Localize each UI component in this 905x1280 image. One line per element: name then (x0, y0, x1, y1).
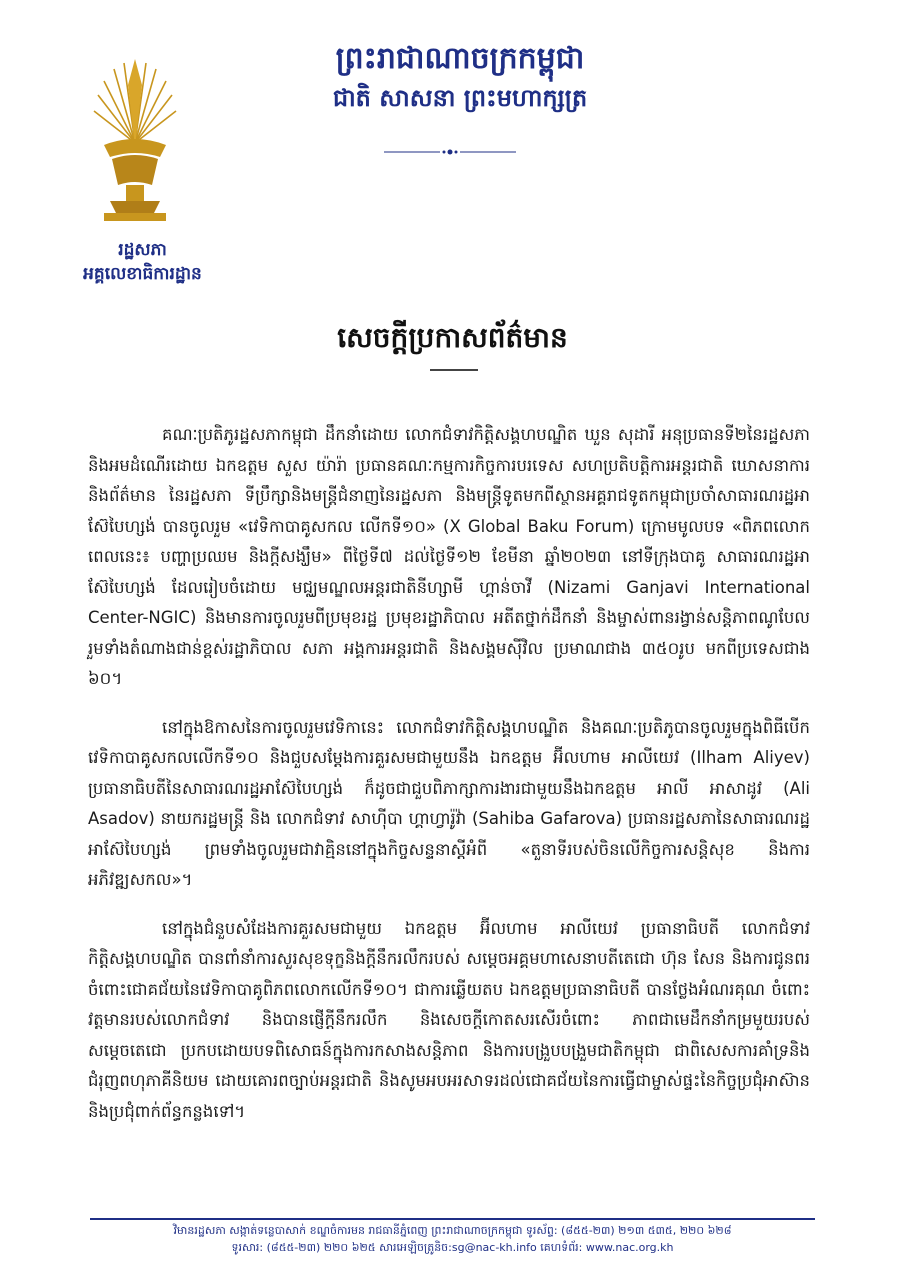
kingdom-heading (280, 38, 640, 116)
national-assembly-emblem-icon (90, 55, 180, 230)
document-title: សេចក្ដីប្រកាសព័ត៌មាន (337, 321, 568, 354)
national-motto: ជាតិ សាសនា ព្រះមហាក្សត្រ (332, 84, 588, 112)
ministry-block (55, 238, 230, 286)
title-underline (430, 369, 478, 371)
paragraph-3: នៅក្នុងជំនួបសំដែងការគួរសមជាមួយ ឯកឧត្ដម អ៊ីលហាម អាលីយេវ ប្រធានាធិបតី លោកជំទាវកិត្តិសង្គហបណ្ឌិត បានពាំនាំការសួរសុខទុក្ខនិងក្តីនឹករលឹករបស់ សម្ដេចអគ្គមហាសេនាបតីតេជោ ហ៊ុន សែន និងការជូនពរចំពោះជោគជ័យនៃវេទិកាបាគូពិភពលោកលើកទី១០។ ជាការឆ្លើយតប ឯកឧត្ដមប្រធានាធិបតី បានថ្លែងអំណរគុណ ចំពោះវត្តមានរបស់លោកជំទាវ និងបានផ្ញើក្តីនឹករលឹក និងសេចក្ដីកោតសរសើរចំពោះ ភាពជាមេដឹកនាំកម្រមួយរបស់ សម្ដេចតេជោ ប្រកបដោយបទពិសោធន៍ក្នុងការកសាងសន្តិភាព និងការបង្រួបបង្រួមជាតិកម្ពុជា ជាពិសេសការគាំទ្រនិងជំរុញពហុភាគីនិយម ដោយគោរពច្បាប់អន្តរជាតិ និងសូមអបអរសាទរដល់ជោគជ័យនៃការធ្វើជាម្ចាស់ផ្ទះនៃកិច្ចប្រជុំអាស៊ាន និងប្រជុំពាក់ព័ន្ធកន្លងទៅ។ (88, 918, 810, 1121)
paragraph-2: នៅក្នុងឱកាសនៃការចូលរួមវេទិកានេះ លោកជំទាវកិត្តិសង្គហបណ្ឌិត និងគណៈប្រតិភូបានចូលរួមក្នុងពិធីបើកវេទិកាបាគូសកលលើកទី១០ និងជួបសម្ដែងការគួរសមជាមួយនឹង ឯកឧត្ដម អ៊ីលហាម អាលីយេវ (Ilham Aliyev) ប្រធានាធិបតីនៃសាធារណរដ្ឋអាស៊ែបៃហ្សង់ ក៏ដូចជាជួបពិភាក្សាការងារជាមួយនឹងឯកឧត្ដម អាលី អាសាដូវ (Ali Asadov) នាយករដ្ឋមន្ត្រី និង លោកជំទាវ សាហ៊ីបា ហ្គាហ្វារ៉ូវ៉ា (Sahiba Gafarova) ប្រធានរដ្ឋសភានៃសាធារណរដ្ឋអាស៊ែបៃហ្សង់ ព្រមទាំងចូលរួមជាវាគ្មិននៅក្នុងកិច្ចសន្ទនាស្ដីអំពី «តួនាទីរបស់ចិនលើកិច្ចការសន្តិសុខ និងការអភិវឌ្ឍសកល»។ (88, 717, 810, 889)
document-body (88, 420, 810, 1145)
ornament-divider-icon (380, 146, 520, 158)
footer-address: វិមានរដ្ឋសភា សង្កាត់ទន្លេបាសាក់ ខណ្ឌចំការមន រាជធានីភ្នំពេញ ព្រះរាជាណាចក្រកម្ពុជា ទូរស័ព្ទ: (៨៥៥-២៣) ២១៣ ៥៣៥, ២២០ ៦២៨ (173, 1224, 732, 1237)
ministry-name: រដ្ឋសភា (118, 240, 167, 260)
footer-divider (90, 1218, 815, 1220)
footer-contact (90, 1222, 815, 1256)
general-secretariat: អគ្គលេខាធិការដ្ឋាន (83, 264, 202, 284)
footer-fax-email-web: ទូរសារ: (៨៥៥-២៣) ២២០ ៦២៥ សារអេឡិចត្រូនិច:sg@nac-kh.info គេហទំព័រ: www.nac.org.kh (231, 1241, 674, 1254)
paragraph-1: គណៈប្រតិភូរដ្ឋសភាកម្ពុជា ដឹកនាំដោយ លោកជំទាវកិត្តិសង្គហបណ្ឌិត ឃួន សុដារី អនុប្រធានទី២នៃរដ្ឋសភា និងអមដំណើរដោយ ឯកឧត្ដម សួស យ៉ារ៉ា ប្រធានគណៈកម្មការកិច្ចការបរទេស សហប្រតិបត្តិការអន្តរជាតិ ឃោសនាការ និងព័ត៌មាន នៃរដ្ឋសភា ទីប្រឹក្សានិងមន្ត្រីជំនាញនៃរដ្ឋសភា និងមន្ត្រីទូតមកពីស្ថានអគ្គរាជទូតកម្ពុជាប្រចាំសាធារណរដ្ឋអាស៊ែបៃហ្សង់ បានចូលរួម «វេទិកាបាគូសកល លើកទី១០» (X Global Baku Forum) ក្រោមមូលបទ «ពិភពលោកពេលនេះ៖ បញ្ហាប្រឈម និងក្ដីសង្ឃឹម» ពីថ្ងៃទី៧ ដល់ថ្ងៃទី១២ ខែមីនា ឆ្នាំ២០២៣ នៅទីក្រុងបាគូ សាធារណរដ្ឋអាស៊ែបៃហ្សង់ ដែលរៀបចំដោយ មជ្ឈមណ្ឌលអន្តរជាតិនីហ្សាមី ហ្គាន់ចាវី (Nizami Ganjavi International Center-NGIC) និងមានការចូលរួមពីប្រមុខរដ្ឋ ប្រមុខរដ្ឋាភិបាល អតីតថ្នាក់ដឹកនាំ និងម្ចាស់ពានរង្វាន់សន្តិភាពណូបែល រួមទាំងតំណាងជាន់ខ្ពស់រដ្ឋាភិបាល សភា អង្គការអន្តរជាតិ និងសង្គមស៊ីវិល ប្រមាណជាង ៣៥០រូប មកពីប្រទេសជាង ៦០។ (88, 425, 810, 688)
kingdom-name: ព្រះរាជាណាចក្រកម្ពុជា (335, 41, 585, 76)
